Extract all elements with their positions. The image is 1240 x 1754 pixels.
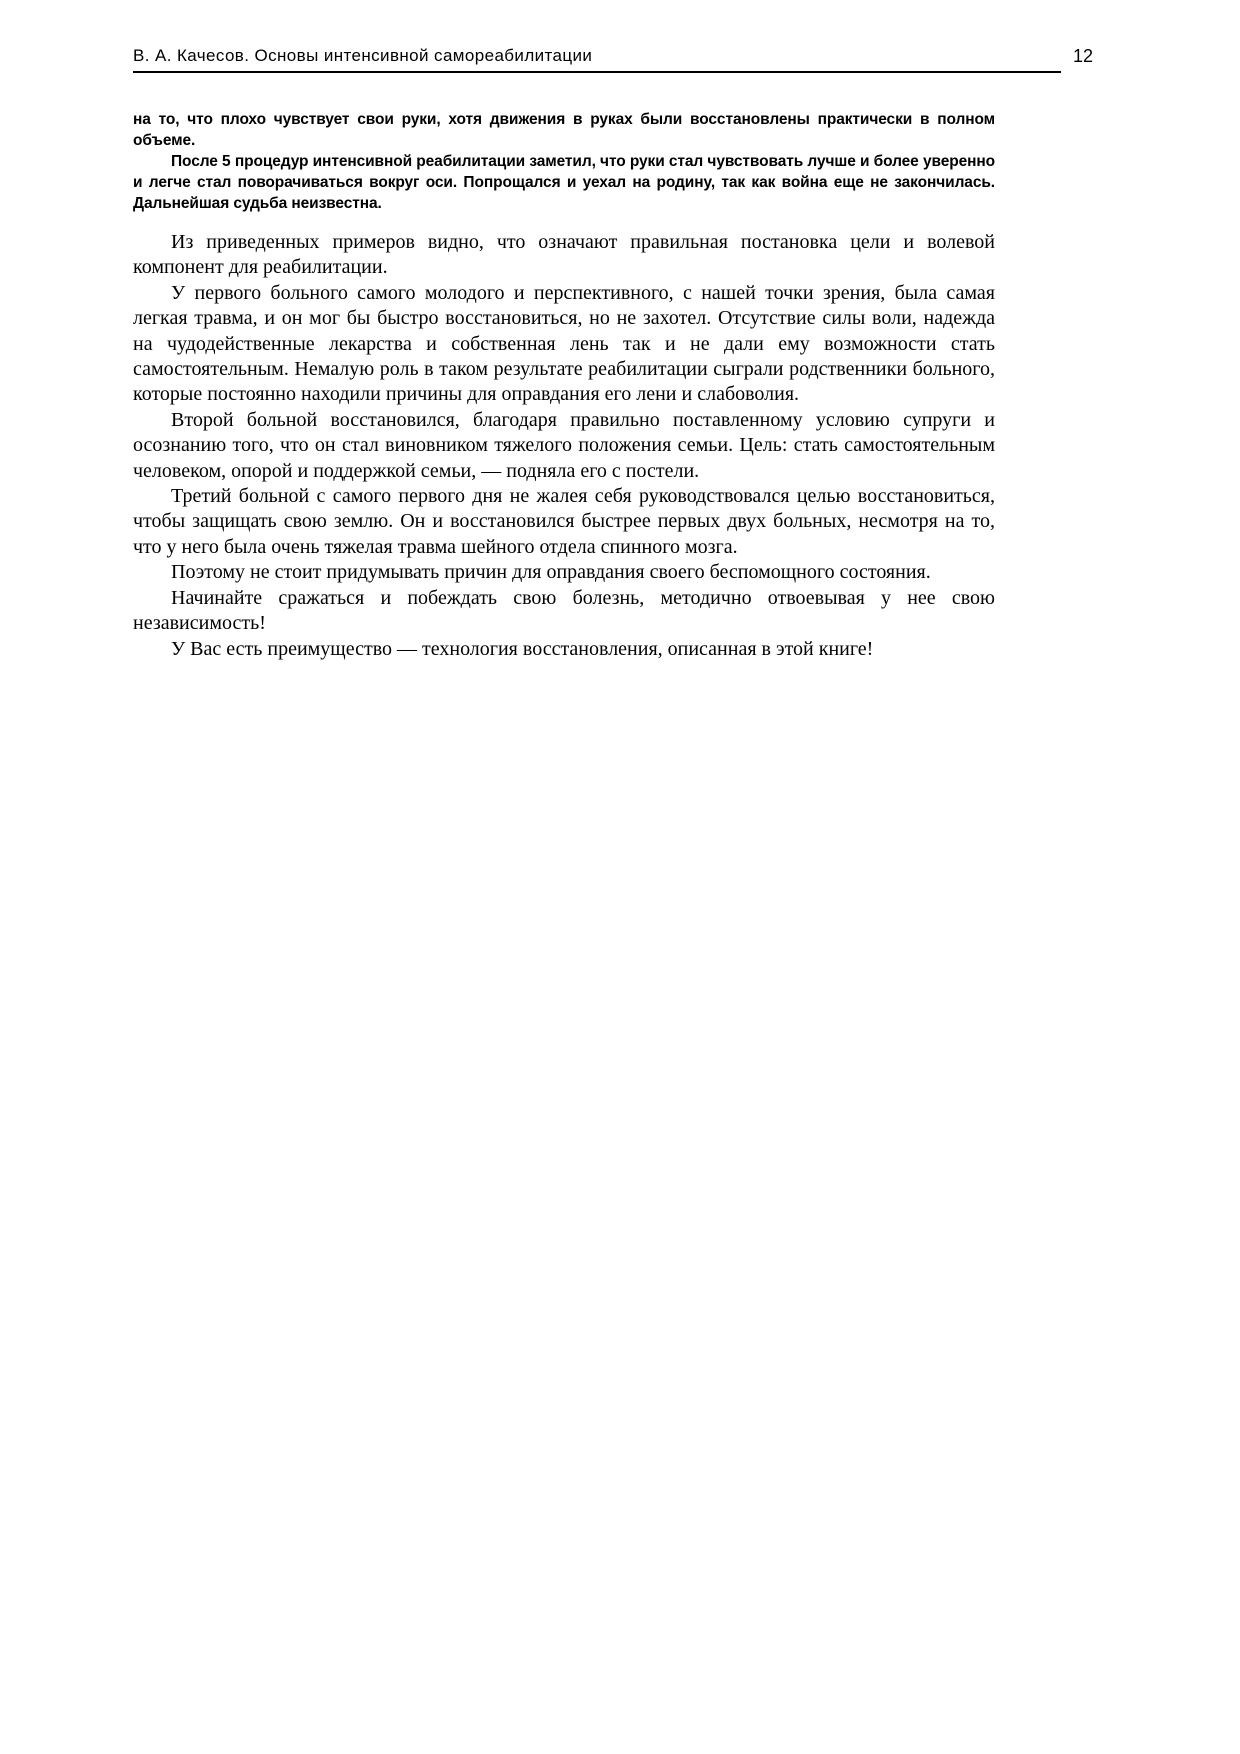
page-number: 12 <box>1073 46 1094 66</box>
page-sheet <box>133 0 1095 662</box>
running-head-rule <box>133 46 1061 73</box>
running-head <box>133 46 1095 73</box>
running-head-title: В. А. Качесов. Основы интенсивной самореабилитации <box>133 46 593 65</box>
intro-block <box>133 109 995 214</box>
body-paragraph: У первого больного самого молодого и перспективного, с нашей точки зрения, была самая легкая травма, и он мог бы быстро восстановиться, но не захотел. Отсутствие силы воли, надежда на чудодейственные лекарства и собственная лень так и не дали ему возможности стать самостоятельным. Немалую роль в таком результате реабилитации сыграли родственники больного, которые постоянно находили причины для оправдания его лени и слабоволия. <box>133 281 995 406</box>
body-paragraph: Поэтому не стоит придумывать причин для оправдания своего беспомощного состояния. <box>171 561 931 584</box>
body-paragraph: Второй больной восстановился, благодаря правильно поставленному условию супруги и осознанию того, что он стал виновником тяжелого положения семьи. Цель: стать самостоятельным человеком, опорой и поддержкой семьи, — подняла его с постели. <box>133 408 995 482</box>
body-paragraph: Из приведенных примеров видно, что означают правильная постановка цели и волевой компонент для реабилитации. <box>133 231 995 279</box>
body-paragraph: Начинайте сражаться и побеждать свою болезнь, методично отвоевывая у нее свою независимость! <box>133 586 995 635</box>
body-paragraph: Третий больной с самого первого дня не жалея себя руководствовался целью восстановиться, чтобы защищать свою землю. Он и восстановился быстрее первых двух больных, несмотря на то, что у него была очень тяжелая травма шейного отдела спинного мозга. <box>133 485 995 558</box>
body-text-block <box>133 230 995 662</box>
intro-paragraph: После 5 процедур интенсивной реабилитации заметил, что руки стал чувствовать лучше и более уверенно и легче стал поворачиваться вокруг оси. Попрощался и уехал на родину, так как война еще не закончилась. Дальнейшая судьба неизвестна. <box>133 153 995 212</box>
intro-paragraph: на то, что плохо чувствует свои руки, хотя движения в руках были восстановлены практически в полном объеме. <box>133 111 995 149</box>
body-paragraph: У Вас есть преимущество — технология восстановления, описанная в этой книге! <box>171 637 874 660</box>
